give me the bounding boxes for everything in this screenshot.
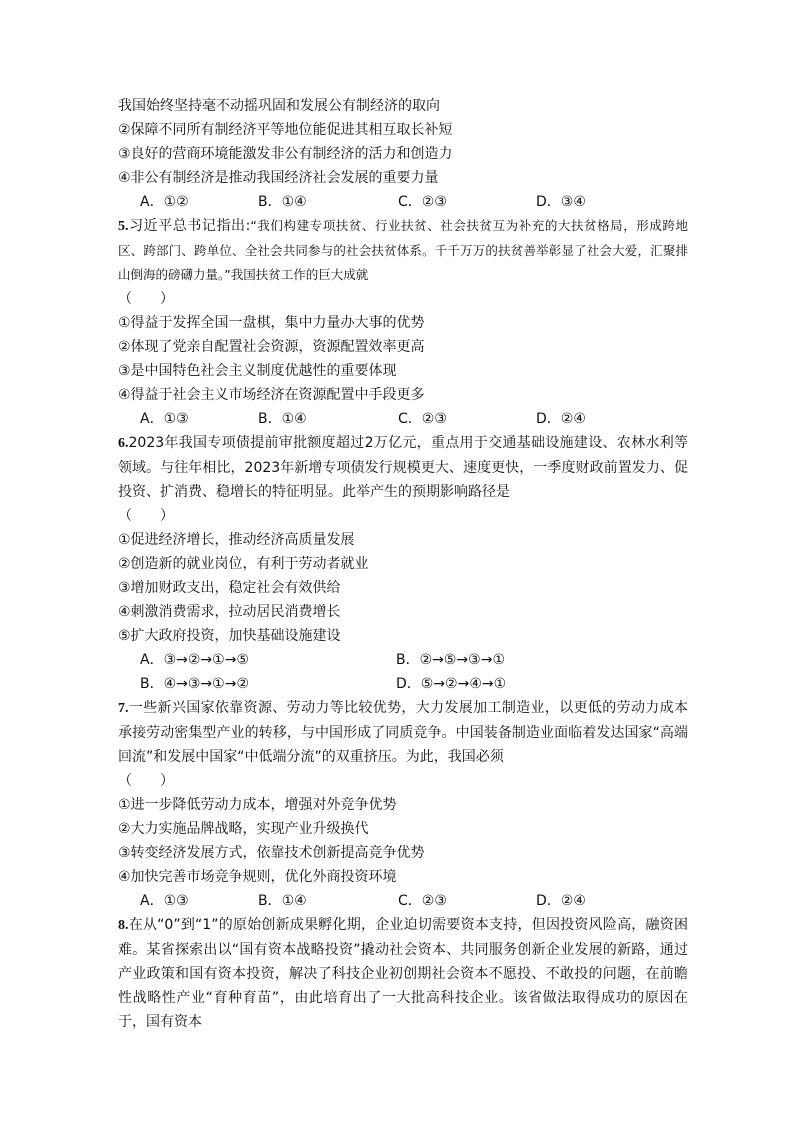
option-c[interactable]: C．②③ <box>398 194 447 210</box>
question-4-statement-3: ③良好的营商环境能激发非公有制经济的活力和创造力 <box>118 146 453 162</box>
question-5-options <box>118 407 688 431</box>
question-6-statement-4: ④刺激消费需求，拉动居民消费增长 <box>118 604 341 620</box>
question-7-options <box>118 889 688 913</box>
question-6-stem-text: 2023年我国专项债提前审批额度超过2万亿元，重点用于交通基础设施建设、农林水利等领域。与往年相比，2023年新增专项债发行规模更大、速度更快，一季度财政前置发力、促投资、扩消费、稳增长的特征明显。此举产生的预期影响路径是 <box>118 435 688 500</box>
question-number: 8. <box>118 918 129 933</box>
question-7-stem <box>118 696 688 769</box>
question-number: 7. <box>118 701 129 716</box>
question-number: 6. <box>118 436 129 451</box>
option-a[interactable]: A．①③ <box>140 411 189 427</box>
question-8-stem <box>118 913 688 1034</box>
answer-blank: （ ） <box>118 508 174 524</box>
option-c[interactable]: B．④→③→①→② <box>140 676 249 692</box>
question-7-statement-4: ④加快完善市场竞争规则，优化外商投资环境 <box>118 869 397 885</box>
option-b[interactable]: B．①④ <box>258 893 307 909</box>
question-4-statement-1: 我国始终坚持毫不动摇巩固和发展公有制经济的取向 <box>118 98 440 114</box>
question-8-stem-text: 在从“0”到“1”的原始创新成果孵化期，企业迫切需要资本支持，但因投资风险高，融资困难。某省探索出以“国有资本战略投资”撬动社会资本、共同服务创新企业发展的新路，通过产业政策和国有资本投资，解决了科技企业初创期社会资本不愿投、不敢投的问题，在前瞻性战略性产业“育种育苗”，由此培育出了一大批高科技企业。该省做法取得成功的原因在于，国有资本 <box>118 917 688 1030</box>
option-a[interactable]: A．③→②→①→⑤ <box>140 652 249 668</box>
option-b[interactable]: B．②→⑤→③→① <box>396 652 505 668</box>
option-b[interactable]: B．①④ <box>258 194 307 210</box>
question-5-quote: “我们构建专项扶贫、行业扶贫、社会扶贫互为补充的大扶贫格局，形成跨地区、跨部门、跨单位、全社会共同参与的社会扶贫体系。千千万万的扶贫善举彰显了社会大爱，汇聚排山倒海的磅礴力量。” <box>118 218 689 282</box>
question-5-statement-2: ②体现了党亲自配置社会资源，资源配置效率更高 <box>118 339 425 355</box>
question-4-options <box>118 190 688 214</box>
question-4 <box>118 94 688 214</box>
option-b[interactable]: B．①④ <box>258 411 307 427</box>
question-6-statement-1: ①促进经济增长，推动经济高质量发展 <box>118 532 355 548</box>
option-d[interactable]: D．⑤→②→④→① <box>396 676 507 692</box>
question-6-statement-5: ⑤扩大政府投资，加快基础设施建设 <box>118 628 341 644</box>
question-6-stem <box>118 431 688 504</box>
answer-blank: （ ） <box>118 773 174 789</box>
question-6-options-row-1 <box>118 648 688 672</box>
question-4-statement-2: ②保障不同所有制经济平等地位能促进其相互取长补短 <box>118 122 453 138</box>
option-d[interactable]: D．②④ <box>536 411 586 427</box>
question-page <box>118 94 688 1034</box>
option-c[interactable]: C．②③ <box>398 411 447 427</box>
question-number: 5. <box>118 219 129 234</box>
question-5-stem <box>118 214 688 287</box>
option-a[interactable]: A．①② <box>140 194 189 210</box>
question-4-statement-4: ④非公有制经济是推动我国经济社会发展的重要力量 <box>118 170 439 186</box>
question-7-statement-1: ①进一步降低劳动力成本，增强对外竞争优势 <box>118 797 397 813</box>
question-6-statement-3: ③增加财政支出，稳定社会有效供给 <box>118 580 341 596</box>
question-7-statement-2: ②大力实施品牌战略，实现产业升级换代 <box>118 821 369 837</box>
option-c[interactable]: C．②③ <box>398 893 447 909</box>
answer-blank: （ ） <box>118 291 174 307</box>
question-5-statement-4: ④得益于社会主义市场经济在资源配置中手段更多 <box>118 387 425 403</box>
question-5-stem-tail: 我国扶贫工作的巨大成就 <box>230 267 369 282</box>
question-6-options-row-2 <box>118 672 688 696</box>
option-a[interactable]: A．①③ <box>140 893 189 909</box>
question-8 <box>118 913 688 1034</box>
question-6 <box>118 431 688 696</box>
question-7-statement-3: ③转变经济发展方式，依靠技术创新提高竞争优势 <box>118 845 425 861</box>
question-7-stem-text: 一些新兴国家依靠资源、劳动力等比较优势，大力发展加工制造业，以更低的劳动力成本承接劳动密集型产业的转移，与中国形成了同质竞争。中国装备制造业面临着发达国家“高端回流”和发展中国家“中低端分流”的双重挤压。为此，我国必须 <box>118 700 688 765</box>
option-d[interactable]: D．②④ <box>536 893 586 909</box>
question-5 <box>118 214 688 431</box>
option-d[interactable]: D．③④ <box>536 194 586 210</box>
question-5-statement-3: ③是中国特色社会主义制度优越性的重要体现 <box>118 363 397 379</box>
question-6-statement-2: ②创造新的就业岗位，有利于劳动者就业 <box>118 556 369 572</box>
question-5-statement-1: ①得益于发挥全国一盘棋，集中力量办大事的优势 <box>118 315 425 331</box>
question-5-stem-lead: 习近平总书记指出: <box>128 218 251 234</box>
question-7 <box>118 696 688 913</box>
